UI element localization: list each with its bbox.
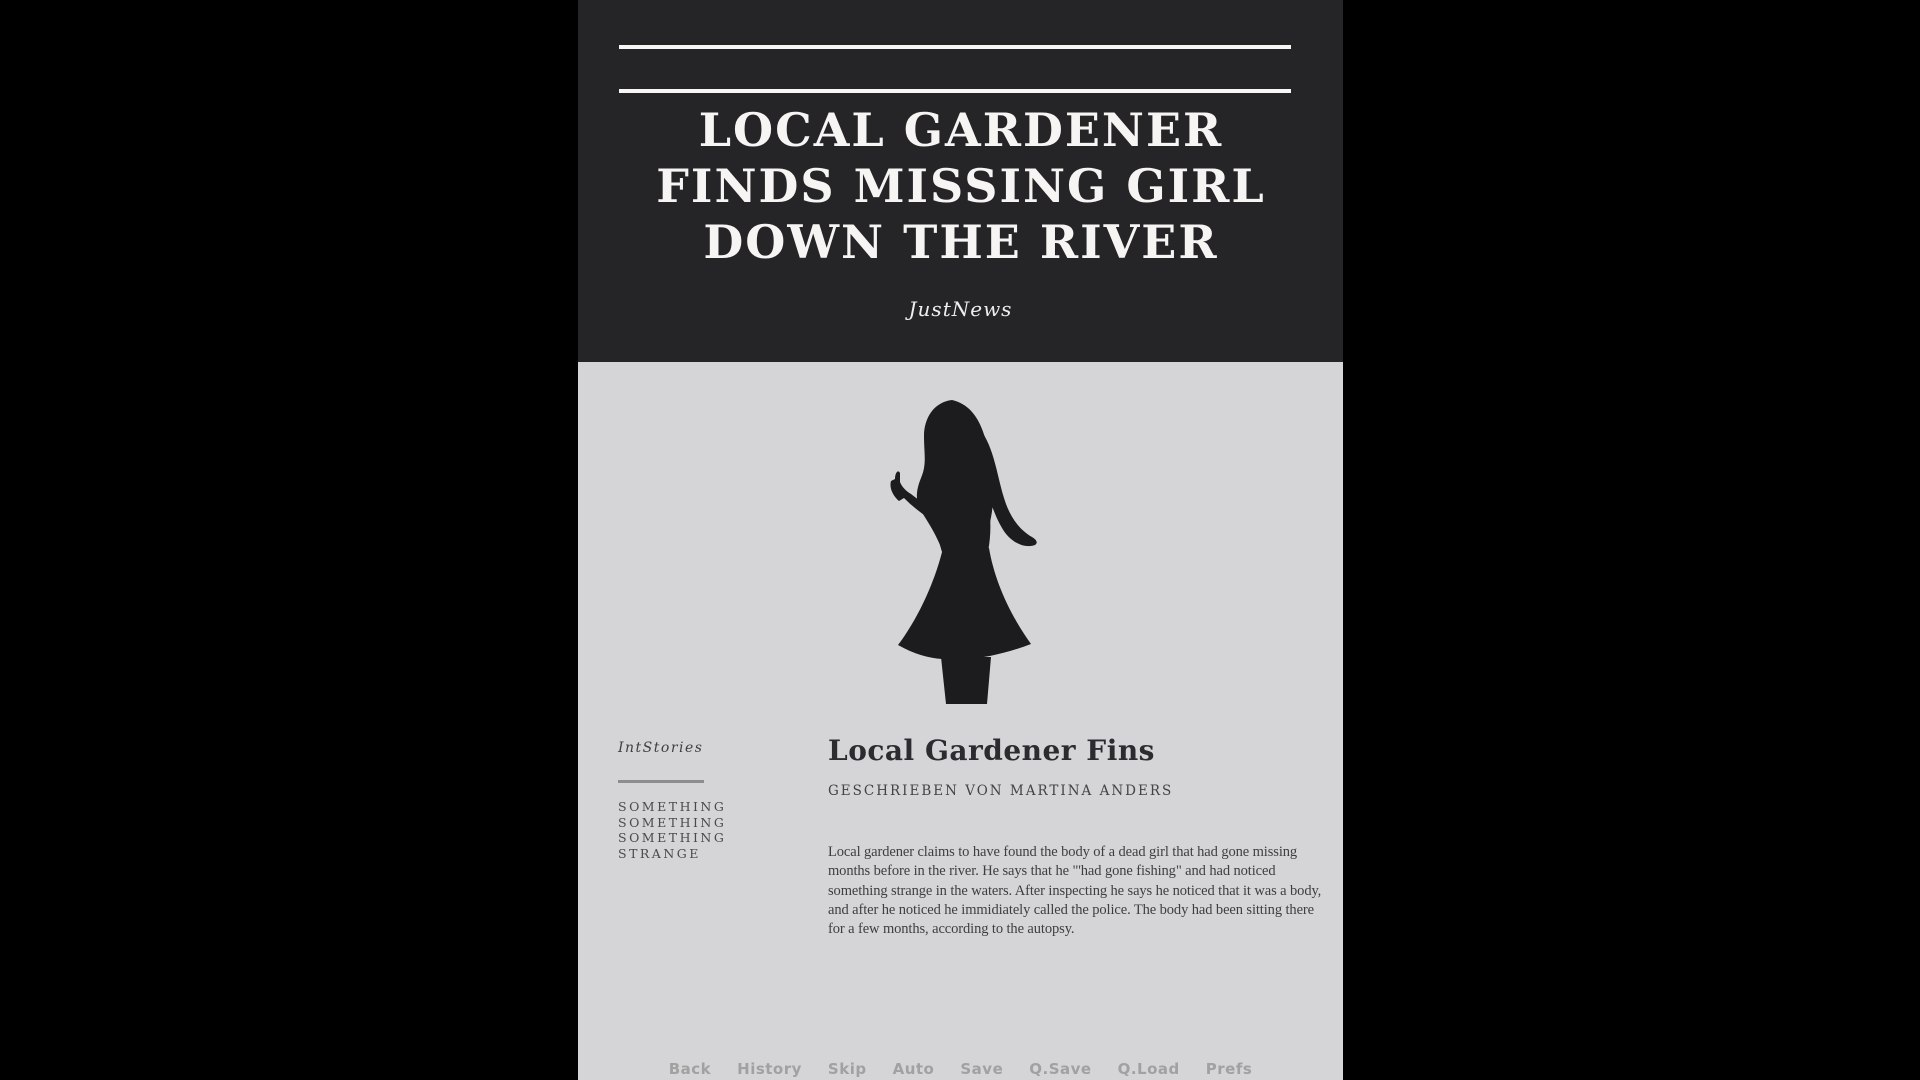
newspaper-masthead [578,0,1343,362]
sidebar-teaser-line: SOMETHING [618,799,727,814]
newspaper-sidebar [618,740,788,861]
sidebar-teaser-line: STRANGE [618,845,701,861]
article-byline: GESCHRIEBEN VON MARTINA ANDERS [828,783,1174,799]
article-column [828,734,1333,939]
sidebar-divider [618,780,704,783]
quick-save-button[interactable]: Q.Save [1029,1060,1092,1078]
article-title: Local Gardener Fins [828,734,1155,767]
newspaper-headline: LOCAL GARDENER FINDS MISSING GIRL DOWN THE RIVER [656,103,1266,270]
sidebar-teaser-line: SOMETHING [618,830,727,845]
history-button[interactable]: History [737,1060,802,1078]
sidebar-teaser [618,799,788,861]
quick-load-button[interactable]: Q.Load [1117,1060,1180,1078]
quick-menu [578,1060,1343,1078]
back-button[interactable]: Back [668,1060,712,1078]
article-body: Local gardener claims to have found the body of a dead girl that had gone missing months before in the river. He says that he "'had gone fishing" and had noticed something strange in the waters. After inspecting he says he noticed that it was a body, and after he noticed he immidiately called the police. The body had been sitting there for a few months, according to the autopsy. [828,844,1322,938]
auto-button[interactable]: Auto [892,1060,935,1078]
girl-silhouette-illustration [858,398,1048,708]
save-button[interactable]: Save [960,1060,1004,1078]
masthead-rule-bottom [619,89,1291,93]
prefs-button[interactable]: Prefs [1205,1060,1253,1078]
skip-button[interactable]: Skip [827,1060,867,1078]
newspaper-page [578,0,1343,1080]
girl-silhouette-icon [858,398,1048,708]
publication-name: JustNews [908,297,1013,321]
sidebar-teaser-line: SOMETHING [618,814,727,830]
sidebar-section-label: IntStories [618,740,704,756]
masthead-rule-top [619,45,1291,49]
